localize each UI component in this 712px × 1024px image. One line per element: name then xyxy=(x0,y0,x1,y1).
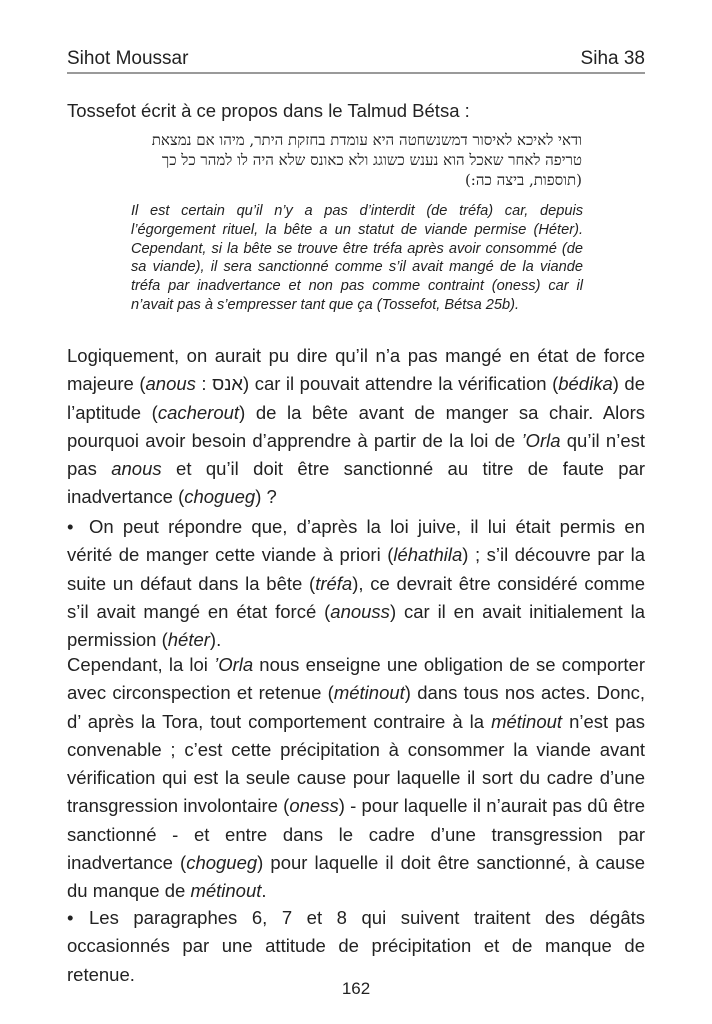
hebrew-quote: ודאי לאיכא לאיסור דמשנשחטה היא עומדת בחזקת היתר, מיהו אם נמצאת טריפה לאחר שאכל הוא נענש כשוגג ולא כאונס שלא היה לו למהר כל כך (תוספות, ביצה כה:) xyxy=(151,131,582,189)
paragraph-3 xyxy=(67,651,645,906)
intro-line: Tossefot écrit à ce propos dans le Talmud Bétsa : xyxy=(67,100,470,121)
term: anous xyxy=(111,458,162,480)
quote-translation: Il est certain qu’il n’y a pas d’interdit (de tréfa) car, depuis l’égorgement rituel, la bête a un statut de viande permise (Héter). Cependant, si la bête se trouve être tréfa après avoir consommé (de sa viande), il sera sanctionné comme s’il avait mangé de la viande tréfa par inadvertance et non pas comme contraint (oness) car il n’avait pas à s’empresser tant que ça (Tossefot, Bétsa 25b). xyxy=(131,203,583,313)
text: Cependant, la loi xyxy=(67,654,215,675)
text: ), ce devrait être considéré comme s’il avait mangé en état forcé ( xyxy=(67,572,645,622)
text: qu’il n’est pas xyxy=(67,429,645,480)
bullet-icon: • xyxy=(67,907,74,928)
text: . xyxy=(261,880,267,902)
term: chogueg xyxy=(184,486,256,508)
text: ) de l’aptitude ( xyxy=(67,373,645,423)
text: ) - pour laquelle il n’aurait pas dû être sanctionné - et entre dans le cadre d’une transgression par inadvertance ( xyxy=(67,795,645,874)
term: héter xyxy=(167,629,210,651)
term: ’Orla xyxy=(521,429,561,451)
term: anous xyxy=(145,373,196,395)
text: ) ? xyxy=(255,486,277,508)
bullet-icon: • xyxy=(67,516,74,537)
term: ’Orla xyxy=(214,654,254,675)
term: tréfa xyxy=(315,572,353,594)
term: métinout xyxy=(491,710,563,732)
chapter-label: Siha 38 xyxy=(580,48,645,69)
text: On peut répondre que, d’après la loi juive, il lui était permis en vérité de manger cette viande à priori ( xyxy=(67,516,645,566)
page-number: 162 xyxy=(341,979,371,998)
term: léhathila xyxy=(393,544,463,566)
term: chogueg xyxy=(186,852,258,874)
term: anouss xyxy=(330,600,390,622)
text: ) de la bête avant de manger sa chair. Alors pourquoi avoir besoin d’apprendre à partir de la loi de xyxy=(67,401,645,451)
text: ) dans tous nos actes. Donc, d’ après la Tora, tout comportement contraire à la xyxy=(67,682,645,732)
term: métinout xyxy=(333,682,405,704)
running-header xyxy=(67,44,645,74)
term: cacherout xyxy=(157,401,240,423)
text: Logiquement, on aurait pu dire qu’il n’a pas mangé en état de force majeure ( xyxy=(67,345,645,395)
text: : אנס) car il pouvait attendre la vérification ( xyxy=(195,373,559,395)
text: n’est pas convenable ; c’est cette précipitation à consommer la viande avant vérification qui est la seule cause pour laquelle il sort du cadre d’une transgression involontaire ( xyxy=(67,710,645,817)
paragraph-2 xyxy=(67,513,645,654)
paragraph-4 xyxy=(67,904,645,989)
book-title: Sihot Moussar xyxy=(67,48,189,69)
text: nous enseigne une obligation de se comporter avec circonspection et retenue ( xyxy=(67,654,645,704)
term: bédika xyxy=(558,373,613,395)
text: et qu’il doit être sanctionné au titre de faute par inadvertance ( xyxy=(67,458,646,508)
text: Les paragraphes 6, 7 et 8 qui suivent traitent des dégâts occasionnés par une attitude de précipitation et de manque de retenue. xyxy=(67,907,645,985)
paragraph-1 xyxy=(67,342,645,512)
text: ). xyxy=(209,629,222,651)
text: ) car il en avait initialement la permission ( xyxy=(67,600,645,651)
text: ) ; s’il découvre par la suite un défaut dans la bête ( xyxy=(67,544,645,594)
text: ) pour laquelle il doit être sanctionné, à cause du manque de xyxy=(67,852,645,902)
term: métinout xyxy=(190,880,262,902)
term: oness xyxy=(289,795,339,817)
